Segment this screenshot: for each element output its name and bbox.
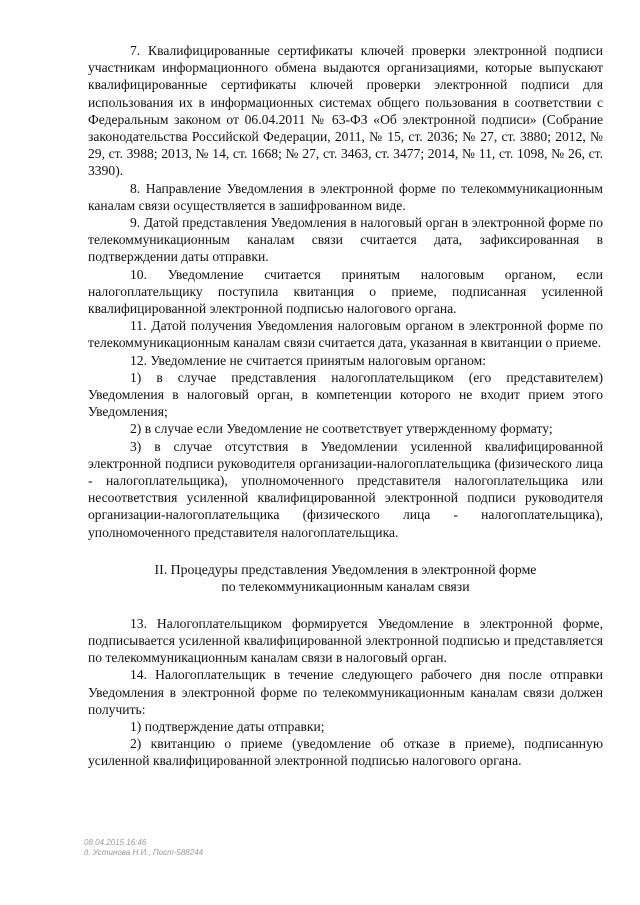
item-12-2: 2) в случае если Уведомление не соответствует утвержденному формату;	[130, 421, 553, 437]
item-14-1: 1) подтверждение даты отправки;	[130, 718, 325, 734]
paragraph-14: 14. Налогоплательщик в течение следующего рабочего дня после отправки Уведомления в электронной форме по телекоммуникационным каналам связи должен получить:	[88, 667, 603, 717]
item-12-3: 3) в случае отсутствия в Уведомлении усиленной квалифицированной электронной подписи руководителя организации-налогоплательщика (физического лица - налогоплательщика), уполномоченного представителя налогоплательщика или несоответствия усиленной квалифицированной электронной подписи руководителя организации-налогоплательщика (физического лица - налогоплательщика), уполномоченного представителя налогоплательщика.	[88, 438, 603, 540]
section-heading	[88, 561, 603, 596]
paragraph-12: 12. Уведомление не считается принятым налоговым органом:	[130, 352, 487, 368]
item-12-1: 1) в случае представления налогоплательщиком (его представителем) Уведомления в налоговый орган, в компетенции которого не входит прием этого Уведомления;	[88, 369, 603, 420]
paragraph-11: 11. Датой получения Уведомления налоговым органом в электронной форме по телекоммуникационным каналам связи считается дата, указанная в квитанции о приеме.	[88, 318, 603, 351]
footer-stamp-line-2: д. Устинова Н.И., Пост-588244	[84, 848, 204, 857]
paragraph-9: 9. Датой представления Уведомления в налоговый орган в электронной форме по телекоммуникационным каналам связи считается дата, зафиксированная в подтверждении даты отправки.	[88, 215, 603, 265]
item-14-2: 2) квитанцию о приеме (уведомление об отказе в приеме), подписанную усиленной квалифицированной электронной подписью налогового органа.	[88, 736, 603, 769]
section-heading-line-2: по телекоммуникационным каналам связи	[221, 579, 470, 595]
paragraph-8: 8. Направление Уведомления в электронной форме по телекоммуникационным каналам связи осуществляется в зашифрованном виде.	[88, 180, 603, 213]
paragraph-7: 7. Квалифицированные сертификаты ключей проверки электронной подписи участникам информационного обмена выдаются организациями, которые выпускают квалифицированные сертификаты ключей проверки электронной подписи для использования их в информационных системах общего пользования в соответствии с Федеральным законом от 06.04.2011 № 63-ФЗ «Об электронной подписи» (Собрание законодательства Российской Федерации, 2011, № 15, ст. 2036; № 27, ст. 3880; 2012, № 29, ст. 3988; 2013, № 14, ст. 1668; № 27, ст. 3463, ст. 3477; 2014, № 11, ст. 1098, № 26, ст. 3390).	[88, 43, 603, 179]
section-heading-line-1: II. Процедуры представления Уведомления в электронной форме	[154, 561, 537, 577]
footer-stamp	[84, 838, 203, 858]
paragraph-10: 10. Уведомление считается принятым налоговым органом, если налогоплательщику поступила квитанция о приеме, подписанная усиленной квалифицированной электронной подписью налогового органа.	[88, 266, 603, 317]
paragraph-13: 13. Налогоплательщиком формируется Уведомление в электронной форме, подписывается усиленной квалифицированной электронной подписью и представляется по телекоммуникационным каналам связи в налоговый орган.	[88, 615, 603, 666]
footer-stamp-line-1: 08.04.2015 16:46	[84, 838, 147, 847]
